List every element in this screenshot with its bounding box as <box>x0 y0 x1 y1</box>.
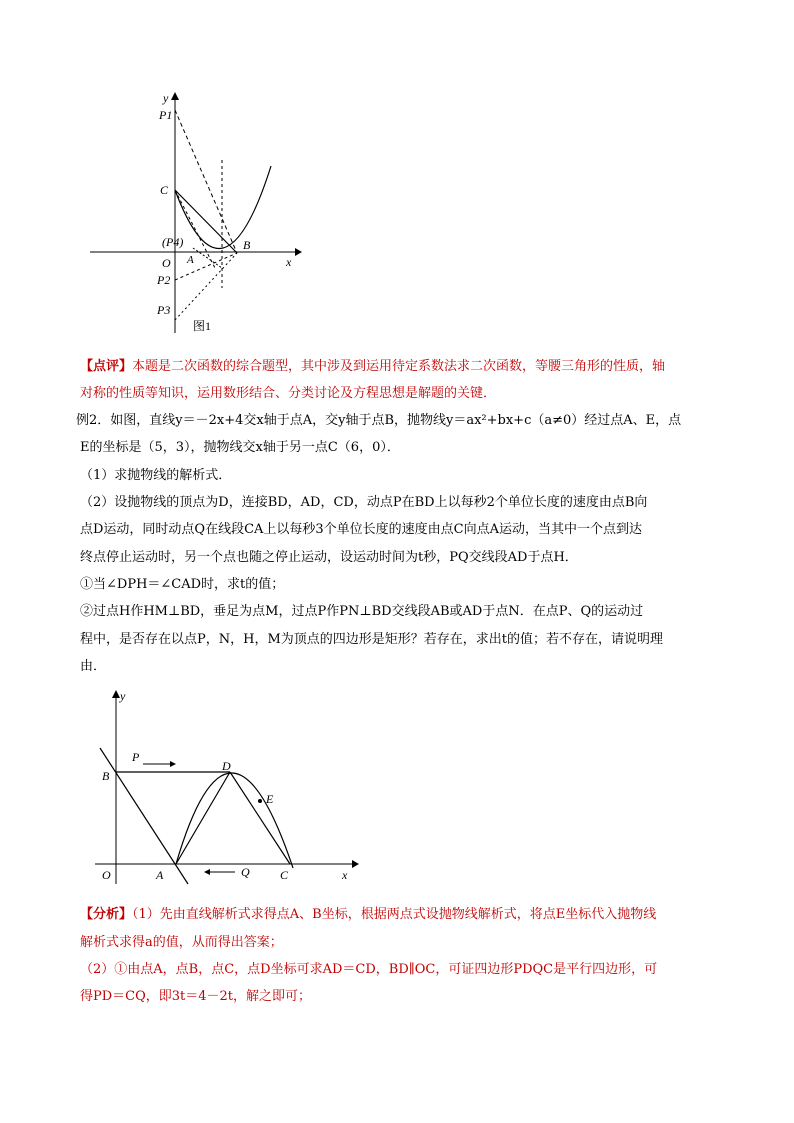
question-2-line-1: （2）设抛物线的顶点为D，连接BD，AD，CD，动点P在BD上以每秒2个单位长度的速度由点B向 <box>80 495 648 510</box>
question-2-line-2: 点D运动，同时动点Q在线段CA上以每秒3个单位长度的速度由点C向点A运动，当其中一个点到达 <box>80 522 643 537</box>
label-o: O <box>162 256 171 270</box>
label-a: A <box>156 868 164 882</box>
y-axis-arrow <box>112 690 120 698</box>
label-c: C <box>160 183 169 197</box>
comment-tag: 【点评】 <box>80 359 133 374</box>
analysis-text-1: （1）先由直线解析式求得点A、B坐标，根据两点式设抛物线解析式，将点E坐标代入抛物线 <box>132 907 657 922</box>
dashed-p1b <box>175 110 237 253</box>
label-q: Q <box>241 865 250 879</box>
label-b: B <box>102 769 110 783</box>
question-2-line-3: 终点停止运动时，另一个点也随之停止运动，设运动时间为t秒，PQ交线段AD于点H． <box>80 550 578 565</box>
arrow-q-head <box>204 869 210 875</box>
figure-1-caption: 图1 <box>193 319 212 333</box>
label-p1: P1 <box>159 108 173 122</box>
x-axis-arrow <box>295 248 302 256</box>
label-x: x <box>286 255 292 269</box>
figure-2 <box>90 686 365 886</box>
label-b: B <box>243 238 251 252</box>
label-o: O <box>102 868 111 882</box>
segment-ad <box>176 772 230 864</box>
label-p3: P3 <box>157 303 171 317</box>
label-y: y <box>120 689 126 703</box>
label-y: y <box>163 91 169 105</box>
example2-line-2: E的坐标是（5，3），抛物线交x轴于另一点C（6，0）． <box>80 440 400 455</box>
label-p: P <box>132 750 140 764</box>
y-axis-arrow <box>171 92 179 100</box>
analysis-tag: 【分析】 <box>80 907 133 922</box>
comment-line-2: 对称的性质等知识，运用数形结合、分类讨论及方程思想是解题的关键． <box>80 386 497 401</box>
label-e: E <box>266 792 274 806</box>
parabola <box>175 166 271 249</box>
label-c: C <box>280 868 289 882</box>
label-p2: P2 <box>157 273 171 287</box>
analysis-line-1 <box>80 906 730 924</box>
subquestion-2-line-1: ②过点H作HM⊥BD，垂足为点M，过点P作PN⊥BD交线段AB或AD于点N．在点P、Q的运动过 <box>80 604 644 619</box>
dashed-p2b <box>175 253 237 280</box>
figure-1 <box>85 88 305 338</box>
x-axis-arrow <box>352 860 359 868</box>
label-x: x <box>342 868 348 882</box>
label-d: D <box>222 759 231 773</box>
subquestion-2-line-2: 程中，是否存在以点P，N，H，M为顶点的四边形是矩形？若存在，求出t的值；若不存在，请说明理 <box>80 632 663 647</box>
example2-line-1: 例2．如图，直线y＝－2x+4交x轴于点A，交y轴于点B，抛物线y＝ax²+bx+c（a≠0）经过点A、E，点 <box>76 413 682 428</box>
question-1: （1）求抛物线的解析式． <box>80 468 232 483</box>
subquestion-2-line-3: 由． <box>80 659 107 674</box>
comment-text-1: 本题是二次函数的综合题型，其中涉及到运用待定系数法求二次函数，等腰三角形的性质，轴 <box>132 359 666 374</box>
label-p4: (P4) <box>162 235 184 249</box>
analysis-line-4: 得PD＝CQ，即3t＝4－2t，解之即可； <box>80 989 312 1004</box>
parabola <box>176 773 293 868</box>
analysis-line-2: 解析式求得a的值，从而得出答案； <box>80 935 283 950</box>
analysis-line-3: （2）①由点A，点B，点C，点D坐标可求AD＝CD，BD∥OC，可证四边形PDQC是平行四边形，可 <box>80 962 658 977</box>
point-e <box>258 799 262 803</box>
dashed-p4 <box>193 248 222 268</box>
segment-dc <box>230 772 290 864</box>
subquestion-1: ①当∠DPH＝∠CAD时，求t的值； <box>80 577 285 592</box>
comment-line-1 <box>80 358 730 376</box>
dashed-p3b <box>175 253 237 320</box>
label-a: A <box>187 254 194 266</box>
arrow-p-head <box>170 761 176 767</box>
dashed-cp2 <box>175 190 215 268</box>
